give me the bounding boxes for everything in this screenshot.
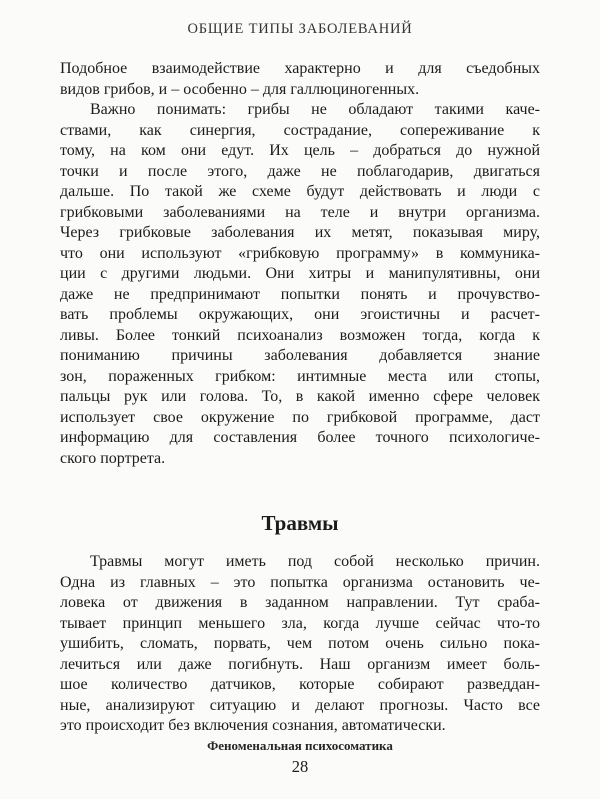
text-line: ствами, как синергия, сострадание, сопереживание к bbox=[60, 121, 540, 139]
text-line: Важно понимать: грибы не обладают такими каче- bbox=[90, 101, 540, 118]
page-body bbox=[60, 59, 540, 737]
paragraph bbox=[60, 59, 540, 100]
text-line: грибковыми заболеваниями на теле и внутри организма. bbox=[60, 203, 540, 221]
text-line: пониманию причины заболевания добавляется знание bbox=[60, 347, 540, 364]
text-line: зон, пораженных грибком: интимные места или стопы, bbox=[60, 367, 540, 385]
text-line: тому, на ком они едут. Их цель – добраться до нужной bbox=[60, 142, 540, 159]
footer-book-title: Феноменальная психосоматика bbox=[207, 738, 393, 753]
text-line: лечиться или даже погибнуть. Наш организм имеет боль- bbox=[60, 655, 540, 673]
text-line: точки и после этого, даже не поблагодарив, двигаться bbox=[60, 162, 540, 180]
text-line: Одна из главных – это попытка организма остановить че- bbox=[60, 573, 540, 591]
text-line: использует свое окружение по грибковой программе, даст bbox=[60, 408, 540, 426]
text-line: Подобное взаимодействие характерно и для съедобных bbox=[60, 60, 540, 77]
text-line: дальше. По такой же схеме будут действовать и люди с bbox=[60, 183, 540, 200]
page-footer bbox=[0, 738, 600, 776]
text-line: информацию для составления более точного психологиче- bbox=[60, 429, 540, 446]
text-line: ушибить, сломать, порвать, чем потом очень сильно пока- bbox=[60, 635, 540, 652]
section-heading: Травмы bbox=[261, 511, 339, 535]
paragraph bbox=[60, 552, 540, 737]
text-line: ского портрета. bbox=[60, 449, 166, 467]
text-line: что они используют «грибковую программу» в коммуника- bbox=[60, 244, 540, 262]
text-line: ции с другими людьми. Они хитры и манипулятивны, они bbox=[60, 265, 540, 282]
running-header: ОБЩИЕ ТИПЫ ЗАБОЛЕВАНИЙ bbox=[187, 21, 413, 37]
text-line: тывает принцип меньшего зла, когда лучше сейчас что-то bbox=[60, 614, 540, 632]
text-line: Через грибковые заболевания их метят, показывая миру, bbox=[60, 224, 540, 241]
text-line: даже не предпринимают попытки понять и прочувство- bbox=[60, 285, 540, 303]
text-line: видов грибов, и – особенно – для галлюциногенных. bbox=[60, 80, 420, 98]
text-line: пальцы рук или голова. То, в какой именно сфере человек bbox=[60, 388, 540, 405]
text-line: ные, анализируют ситуацию и делают прогнозы. Часто все bbox=[60, 696, 540, 714]
page-number: 28 bbox=[291, 757, 309, 776]
text-line: это происходит без включения сознания, автоматически. bbox=[60, 717, 446, 734]
text-line: вать проблемы окружающих, они эгоистичны и расчет- bbox=[60, 306, 540, 323]
text-line: ловека от движения в заданном направлении. Тут сраба- bbox=[60, 594, 540, 611]
text-line: шое количество датчиков, которые собирают разведдан- bbox=[60, 676, 540, 693]
paragraph bbox=[60, 100, 540, 469]
text-line: Травмы могут иметь под собой несколько причин. bbox=[90, 553, 540, 570]
text-line: ливы. Более тонкий психоанализ возможен тогда, когда к bbox=[60, 326, 540, 344]
